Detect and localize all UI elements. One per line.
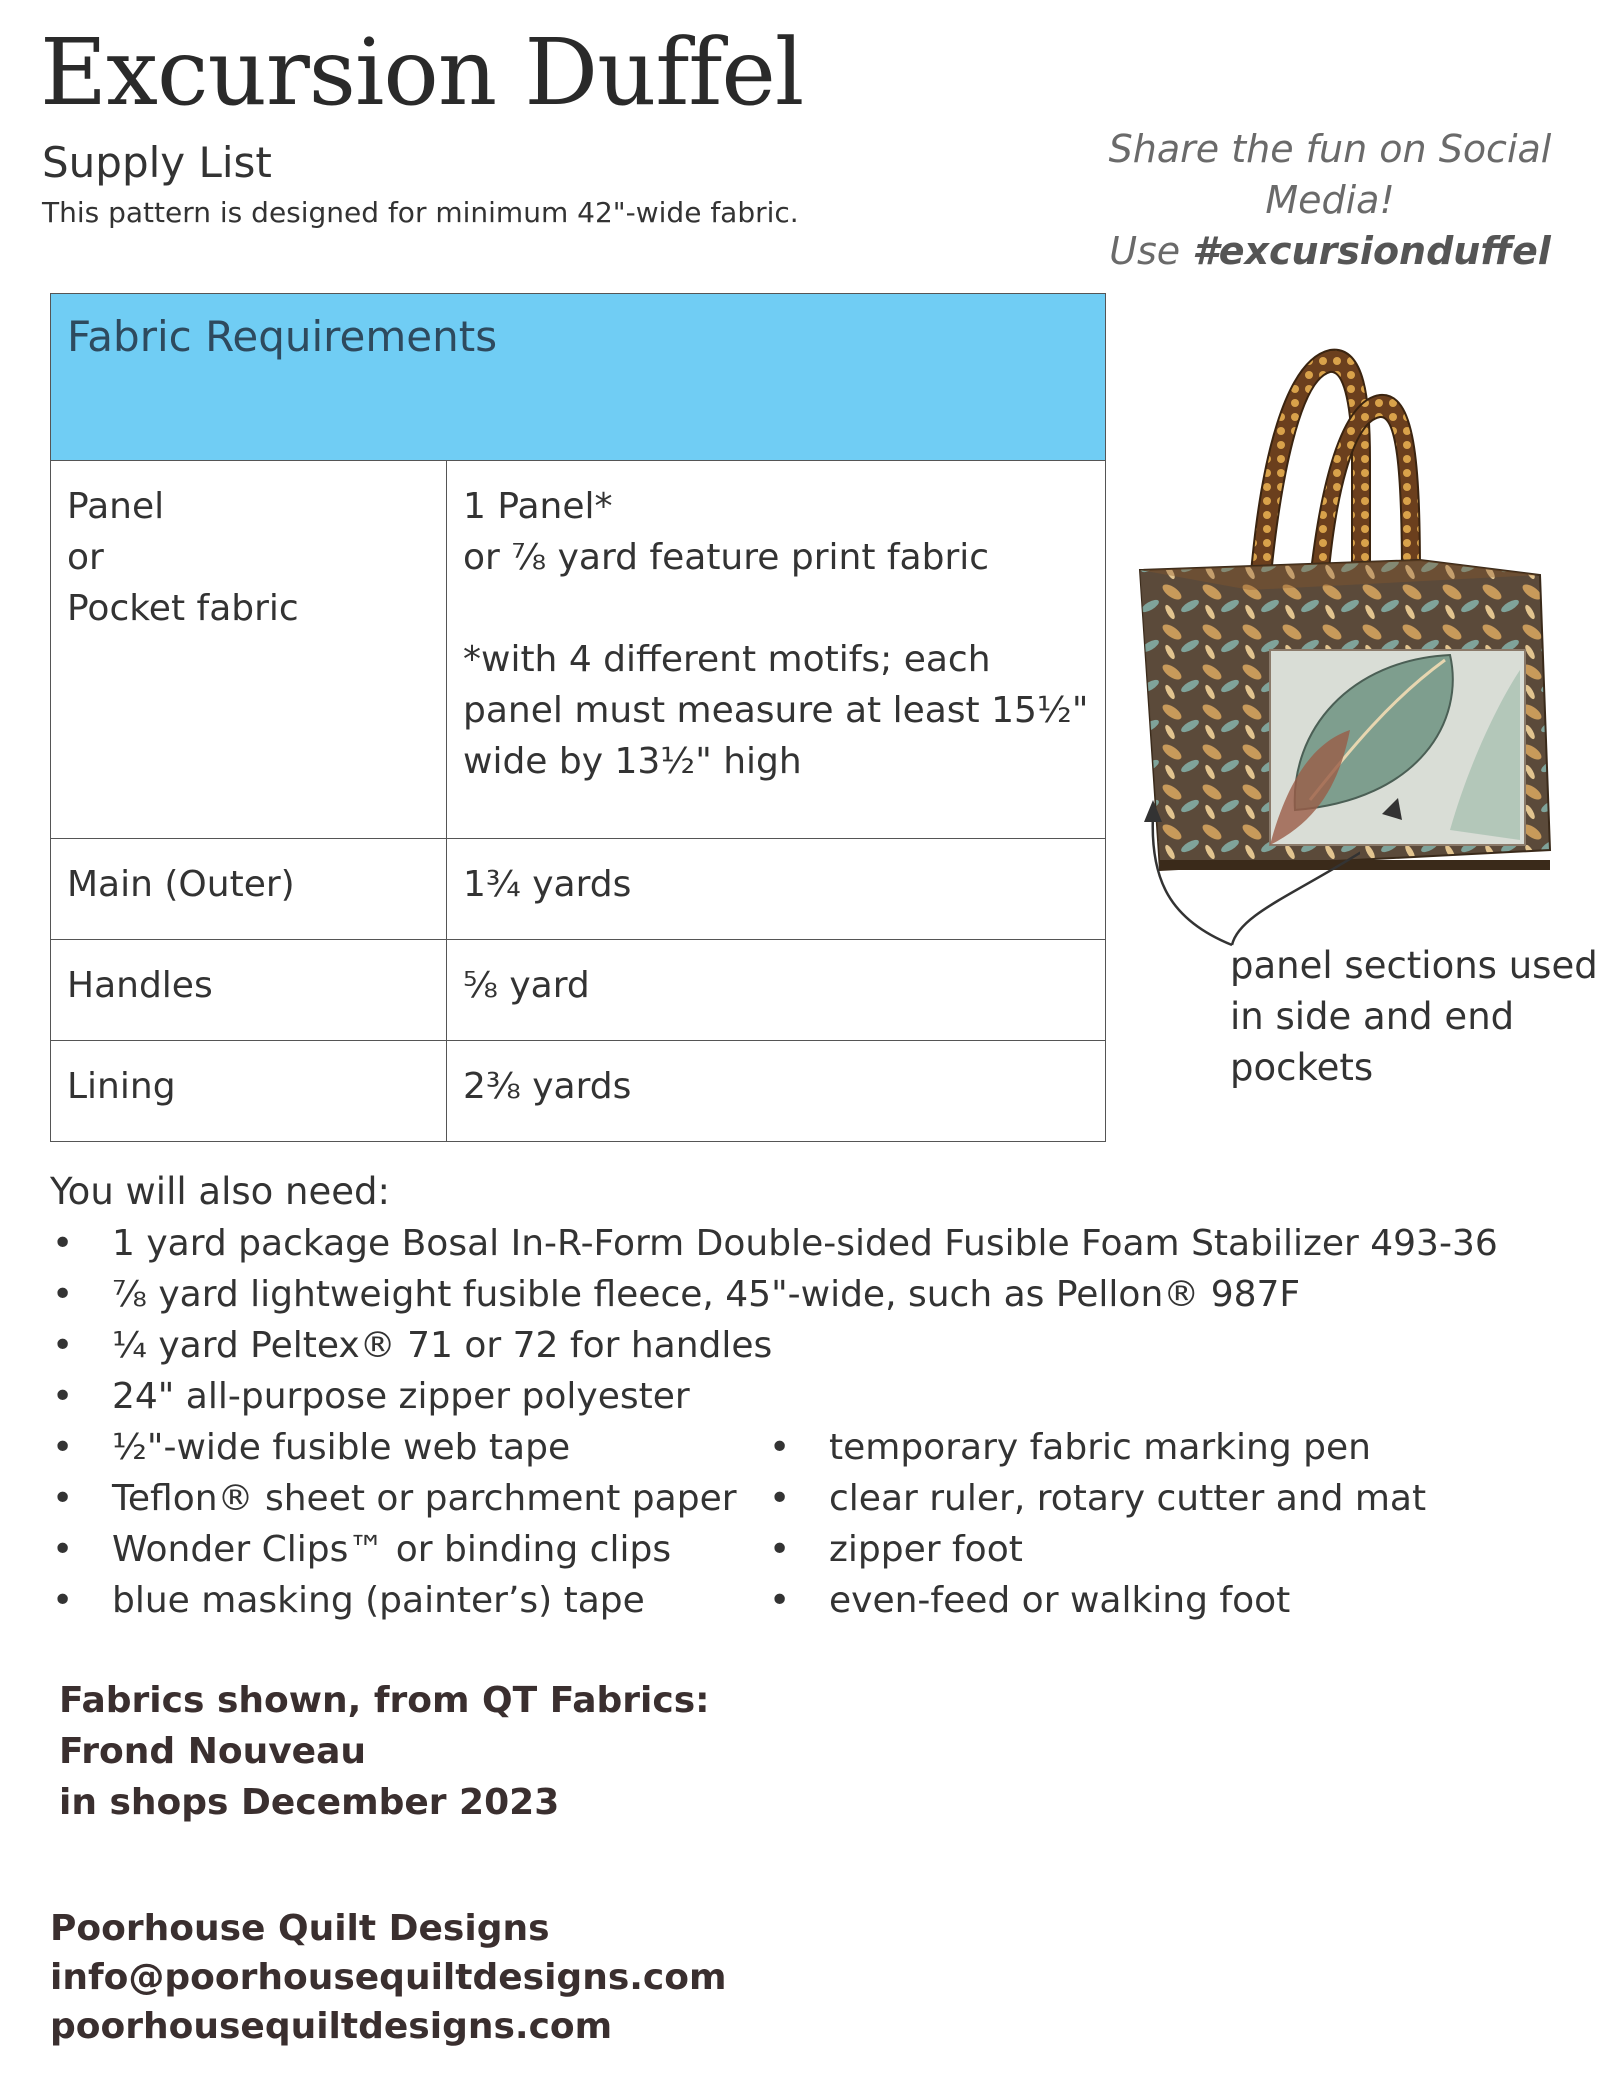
bullet-icon: • [769,1478,791,1519]
social-callout [1080,124,1580,277]
table-row [51,940,1106,1041]
table-row [51,461,1106,839]
row-label: Main (Outer) [51,839,447,940]
page-subtitle: Supply List [42,138,272,187]
fabric-table-heading: Fabric Requirements [51,294,1106,461]
fabrics-shown-line-2: Frond Nouveau [59,1731,367,1772]
list-item [767,1575,1426,1626]
row-label: Handles [51,940,447,1041]
list-item-text: clear ruler, rotary cutter and mat [829,1478,1427,1519]
row-label: Lining [51,1041,447,1142]
list-item-text: even-feed or walking foot [829,1580,1291,1621]
list-item-text: ½"-wide fusible web tape [112,1427,571,1468]
bullet-icon: • [52,1376,74,1417]
row-value: 1 Panel* or ⅞ yard feature print fabric *with 4 different motifs; each panel must measure at least 15½" wide by 13½" high [447,461,1106,839]
row-label: Panel or Pocket fabric [51,461,447,839]
list-item [767,1473,1426,1524]
list-item-text: Wonder Clips™ or binding clips [112,1529,672,1570]
bullet-icon: • [52,1580,74,1621]
social-use-prefix: Use [1109,229,1193,273]
bullet-icon: • [52,1274,74,1315]
list-item-text: zipper foot [829,1529,1023,1570]
supply-list-right [767,1422,1426,1626]
page-title: Excursion Duffel [40,19,804,126]
social-hashtag: #excursionduffel [1192,229,1551,273]
fabrics-shown [59,1675,710,1828]
list-item [50,1320,1498,1371]
company-name: Poorhouse Quilt Designs [50,1908,550,1949]
list-item-text: ⅞ yard lightweight fusible fleece, 45"-wide, such as Pellon® 987F [112,1274,1301,1315]
row-value: 1¾ yards [447,839,1106,940]
list-item [50,1269,1498,1320]
bullet-icon: • [52,1478,74,1519]
list-item [50,1371,1498,1422]
list-item [50,1218,1498,1269]
social-line-1: Share the fun on Social [1108,127,1552,171]
row-value: 2⅜ yards [447,1041,1106,1142]
email-link[interactable]: info@poorhousequiltdesigns.com [50,1957,727,1998]
table-row [51,839,1106,940]
bullet-icon: • [769,1529,791,1570]
list-item [767,1422,1426,1473]
fabric-requirements-table [50,293,1106,1142]
list-item-text: 24" all-purpose zipper polyester [112,1376,690,1417]
bullet-icon: • [769,1427,791,1468]
bullet-icon: • [52,1325,74,1366]
bullet-icon: • [52,1223,74,1264]
arrow-head-icon [1360,790,1420,850]
list-item [767,1524,1426,1575]
also-need-heading: You will also need: [50,1170,390,1213]
social-line-2: Media! [1265,178,1395,222]
website-link[interactable]: poorhousequiltdesigns.com [50,2006,613,2047]
list-item-text: Teflon® sheet or parchment paper [112,1478,737,1519]
bullet-icon: • [52,1427,74,1468]
footer-contact [50,1904,727,2051]
fabric-width-note: This pattern is designed for minimum 42"-wide fabric. [42,196,799,229]
fabrics-shown-line-1: Fabrics shown, from QT Fabrics: [59,1680,710,1721]
table-row [51,1041,1106,1142]
fabrics-shown-line-3: in shops December 2023 [59,1782,560,1823]
list-item-text: temporary fabric marking pen [829,1427,1371,1468]
list-item-text: blue masking (painter’s) tape [112,1580,645,1621]
image-caption: panel sections used in side and end pockets [1230,944,1598,1089]
bullet-icon: • [52,1529,74,1570]
row-value: ⅝ yard [447,940,1106,1041]
bullet-icon: • [769,1580,791,1621]
social-line-3 [1080,226,1580,277]
list-item-text: 1 yard package Bosal In-R-Form Double-sided Fusible Foam Stabilizer 493-36 [112,1223,1498,1264]
list-item-text: ¼ yard Peltex® 71 or 72 for handles [112,1325,773,1366]
